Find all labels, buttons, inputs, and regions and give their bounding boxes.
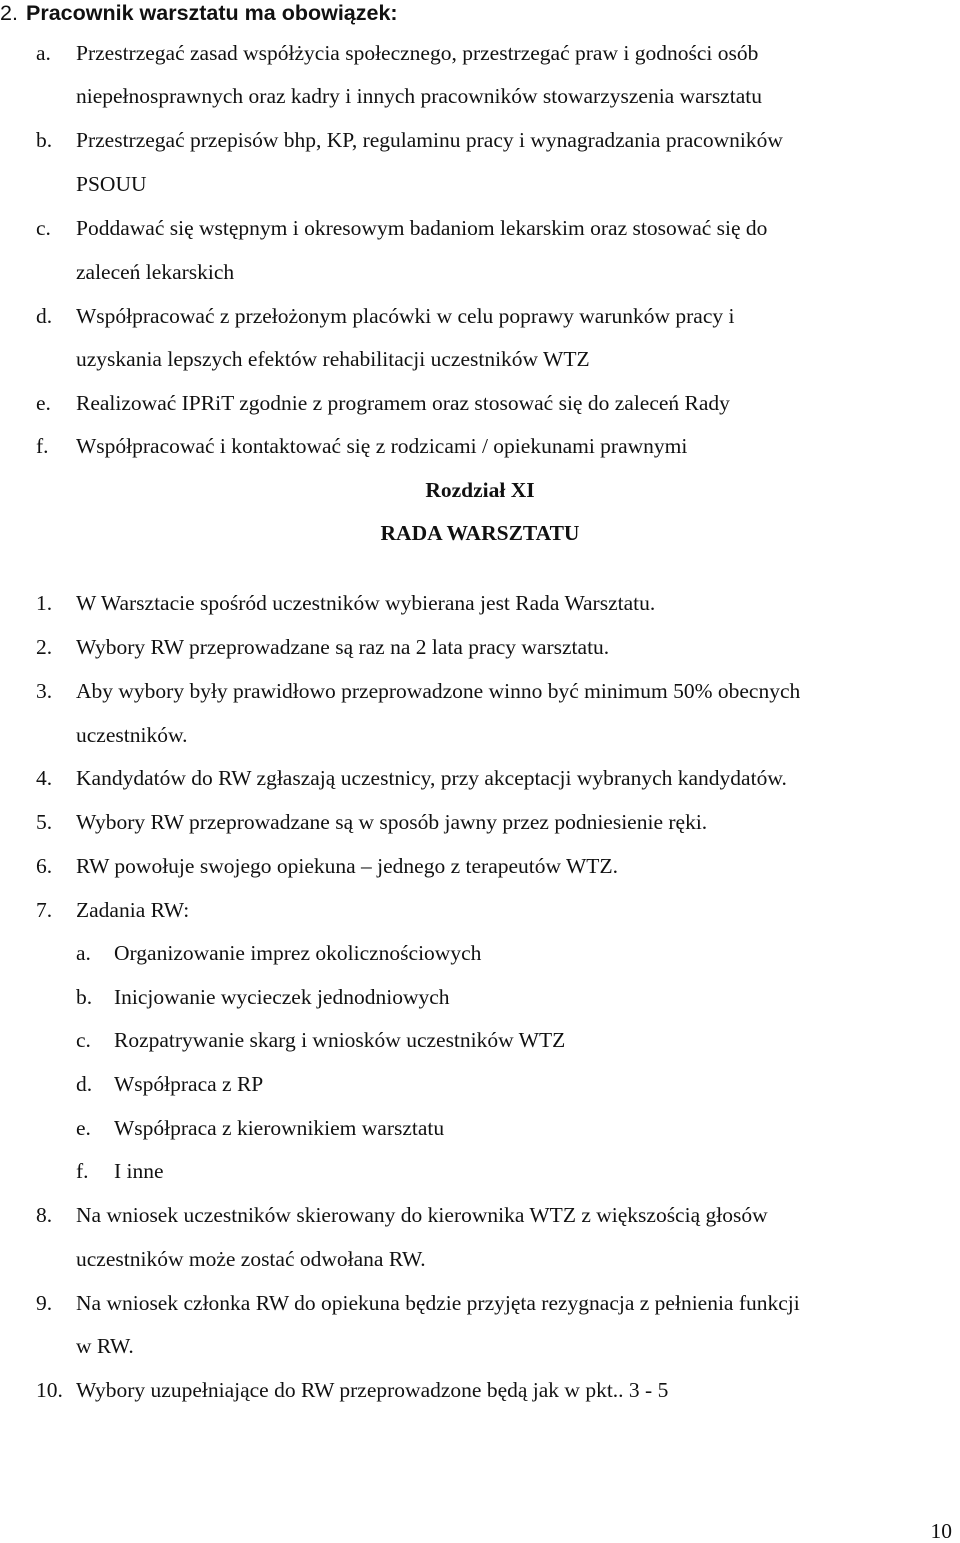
- rule-number: 3.: [36, 679, 53, 703]
- duty-label: d.: [36, 304, 53, 328]
- section-heading: Pracownik warsztatu ma obowiązek:: [26, 1, 398, 25]
- rule-text: Wybory uzupełniające do RW przeprowadzone będą jak w pkt.. 3 - 5: [76, 1378, 669, 1402]
- rule-number: 7.: [36, 898, 53, 922]
- task-text: Inicjowanie wycieczek jednodniowych: [114, 985, 450, 1009]
- rule-number: 10.: [36, 1378, 63, 1402]
- rule-number: 2.: [36, 635, 53, 659]
- task-label: d.: [76, 1072, 93, 1096]
- task-text: I inne: [114, 1159, 164, 1183]
- rule-text: Na wniosek uczestników skierowany do kierownika WTZ z większością głosów: [76, 1203, 768, 1227]
- rule-text: uczestników może zostać odwołana RW.: [76, 1247, 426, 1271]
- task-label: b.: [76, 985, 93, 1009]
- duty-text: Współpracować i kontaktować się z rodzicami / opiekunami prawnymi: [76, 434, 688, 458]
- task-text: Współpraca z RP: [114, 1072, 264, 1096]
- rule-text: Wybory RW przeprowadzane są w sposób jawny przez podniesienie ręki.: [76, 810, 708, 834]
- duty-text: Współpracować z przełożonym placówki w celu poprawy warunków pracy i: [76, 304, 735, 328]
- chapter-subtitle: RADA WARSZTATU: [380, 521, 580, 545]
- rule-number: 8.: [36, 1203, 53, 1227]
- duty-label: c.: [36, 216, 51, 240]
- rule-number: 9.: [36, 1291, 53, 1315]
- rule-text: Kandydatów do RW zgłaszają uczestnicy, przy akceptacji wybranych kandydatów.: [76, 766, 787, 790]
- task-text: Rozpatrywanie skarg i wniosków uczestników WTZ: [114, 1028, 566, 1052]
- duty-text: zaleceń lekarskich: [76, 260, 235, 284]
- rule-text: Na wniosek członka RW do opiekuna będzie przyjęta rezygnacja z pełnienia funkcji: [76, 1291, 800, 1315]
- rule-number: 1.: [36, 591, 53, 615]
- section-number: 2.: [0, 1, 18, 25]
- rule-text: W Warsztacie spośród uczestników wybierana jest Rada Warsztatu.: [76, 591, 656, 615]
- task-text: Organizowanie imprez okolicznościowych: [114, 941, 482, 965]
- duty-label: b.: [36, 128, 53, 152]
- rule-text: Aby wybory były prawidłowo przeprowadzone winno być minimum 50% obecnych: [76, 679, 801, 703]
- duty-text: PSOUU: [76, 172, 147, 196]
- duty-label: e.: [36, 391, 51, 415]
- rule-text: Wybory RW przeprowadzane są raz na 2 lata pracy warsztatu.: [76, 635, 610, 659]
- duty-text: Realizować IPRiT zgodnie z programem oraz stosować się do zaleceń Rady: [76, 391, 730, 415]
- chapter-title: Rozdział XI: [425, 478, 535, 502]
- rule-number: 4.: [36, 766, 53, 790]
- rule-number: 6.: [36, 854, 53, 878]
- rule-text: Zadania RW:: [76, 898, 190, 922]
- duty-text: Przestrzegać zasad współżycia społecznego, przestrzegać praw i godności osób: [76, 41, 759, 65]
- duty-label: a.: [36, 41, 51, 65]
- task-label: c.: [76, 1028, 91, 1052]
- rule-text: uczestników.: [76, 723, 188, 747]
- rule-number: 5.: [36, 810, 53, 834]
- task-label: f.: [76, 1159, 89, 1183]
- task-text: Współpraca z kierownikiem warsztatu: [114, 1116, 445, 1140]
- duty-label: f.: [36, 434, 49, 458]
- duty-text: Poddawać się wstępnym i okresowym badaniom lekarskim oraz stosować się do: [76, 216, 768, 240]
- task-label: a.: [76, 941, 91, 965]
- duty-text: niepełnosprawnych oraz kadry i innych pracowników stowarzyszenia warsztatu: [76, 84, 762, 108]
- duty-text: uzyskania lepszych efektów rehabilitacji uczestników WTZ: [76, 347, 590, 371]
- rule-text: RW powołuje swojego opiekuna – jednego z terapeutów WTZ.: [76, 854, 618, 878]
- rule-text: w RW.: [76, 1334, 134, 1358]
- task-label: e.: [76, 1116, 91, 1140]
- page-number: 10: [930, 1519, 952, 1543]
- duty-text: Przestrzegać przepisów bhp, KP, regulaminu pracy i wynagradzania pracowników: [76, 128, 783, 152]
